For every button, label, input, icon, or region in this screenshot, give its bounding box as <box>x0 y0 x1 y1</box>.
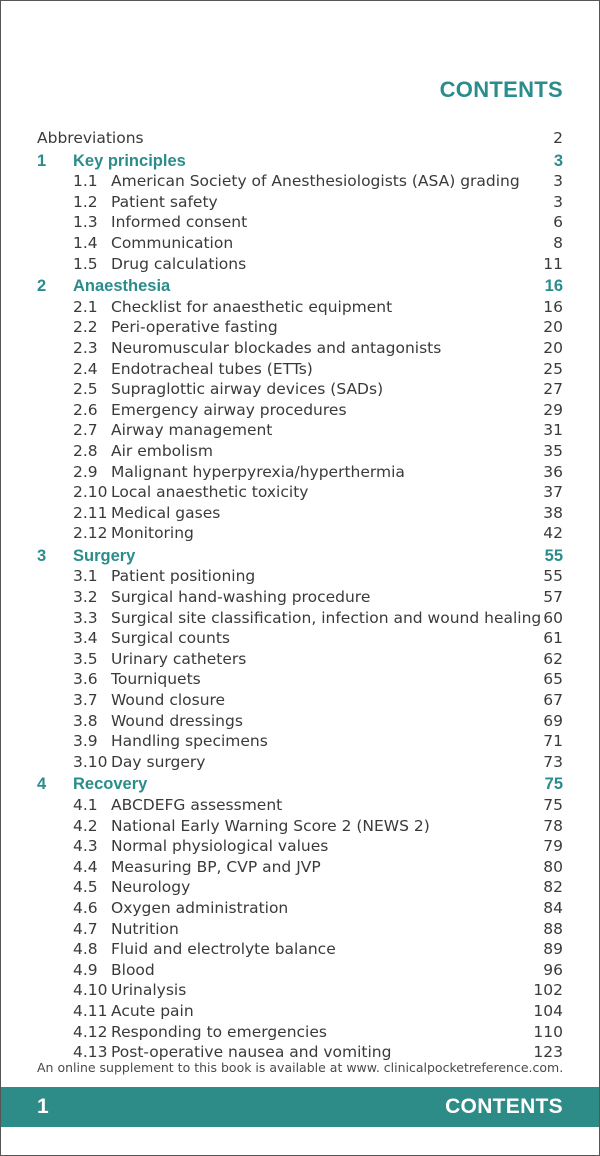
toc-entry-title: Acute pain <box>111 1001 194 1020</box>
toc-entry-title: Abbreviations <box>37 129 144 147</box>
toc-entry-page: 79 <box>543 837 563 856</box>
toc-entry-number: 4.13 <box>73 1043 108 1062</box>
toc-entry-title: Airway management <box>111 421 273 440</box>
toc-subsection-row <box>37 669 563 690</box>
toc-entry-page: 123 <box>533 1043 563 1062</box>
toc-entry-number: 3.3 <box>73 608 98 627</box>
toc-entry-page: 67 <box>543 691 563 710</box>
toc-entry-title: Tourniquets <box>111 670 201 689</box>
toc-entry-title: Neurology <box>111 878 191 897</box>
toc-entry-number: 4.6 <box>73 898 98 917</box>
toc-entry-title: Drug calculations <box>111 254 247 273</box>
toc-entry-page: 75 <box>544 775 563 794</box>
toc-subsection-row <box>37 400 563 421</box>
toc-entry-page: 42 <box>543 524 563 543</box>
toc-entry-title: Surgical hand-washing procedure <box>111 588 371 607</box>
toc-entry-number: 2.4 <box>73 359 98 378</box>
toc-entry-page: 102 <box>533 981 563 1000</box>
toc-entry-number: 2.12 <box>73 524 108 543</box>
toc-entry-page: 2 <box>553 129 563 147</box>
toc-entry-title: Recovery <box>73 775 148 794</box>
toc-entry-number: 3.2 <box>73 588 98 607</box>
toc-entry-page: 16 <box>544 277 563 296</box>
toc-subsection-row <box>37 690 563 711</box>
toc-entry-page: 80 <box>543 857 563 876</box>
toc-entry-number: 4.5 <box>73 878 98 897</box>
toc-entry-title: Post-operative nausea and vomiting <box>111 1043 392 1062</box>
toc-entry-page: 3 <box>553 192 563 211</box>
toc-entry-page: 25 <box>543 359 563 378</box>
toc-subsection-row <box>37 297 563 318</box>
toc-entry-page: 60 <box>543 608 563 627</box>
toc-subsection-row <box>37 649 563 670</box>
toc-entry-number: 4.4 <box>73 857 98 876</box>
toc-subsection-row <box>37 816 563 837</box>
toc-subsection-row <box>37 233 563 254</box>
toc-entry-page: 35 <box>543 441 563 460</box>
toc-section-row <box>37 774 563 795</box>
toc-entry-page: 36 <box>543 462 563 481</box>
toc-entry-page: 88 <box>543 919 563 938</box>
toc-entry-title: Wound dressings <box>111 711 243 730</box>
toc-subsection-row <box>37 1022 563 1043</box>
toc-entry-page: 96 <box>543 960 563 979</box>
toc-section-row <box>37 546 563 567</box>
toc-entry-title: Peri-operative fasting <box>111 318 278 337</box>
toc-entry-title: Informed consent <box>111 213 248 232</box>
toc-entry-title: Anaesthesia <box>73 277 171 296</box>
toc-entry-title: Surgical counts <box>111 629 230 648</box>
toc-entry-title: Endotracheal tubes (ETTs) <box>111 359 313 378</box>
table-of-contents <box>37 128 563 1063</box>
toc-subsection-row <box>37 171 563 192</box>
toc-subsection-row <box>37 980 563 1001</box>
toc-entry-number: 3.1 <box>73 567 98 586</box>
toc-entry-number: 3.5 <box>73 649 98 668</box>
toc-entry-title: Neuromuscular blockades and antagonists <box>111 338 442 357</box>
toc-subsection-row <box>37 1001 563 1022</box>
toc-entry-title: Handling specimens <box>111 732 268 751</box>
toc-subsection-row <box>37 919 563 940</box>
toc-subsection-row <box>37 420 563 441</box>
toc-entry-page: 78 <box>543 816 563 835</box>
toc-subsection-row <box>37 359 563 380</box>
toc-subsection-row <box>37 857 563 878</box>
toc-section-row <box>37 151 563 172</box>
toc-entry-page: 73 <box>543 752 563 771</box>
toc-entry-number: 4.9 <box>73 960 98 979</box>
toc-entry-page: 57 <box>543 588 563 607</box>
toc-entry-number: 3.9 <box>73 732 98 751</box>
toc-subsection-row <box>37 898 563 919</box>
toc-entry-number: 2.10 <box>73 483 108 502</box>
toc-entry-title: National Early Warning Score 2 (NEWS 2) <box>111 816 430 835</box>
toc-subsection-row <box>37 566 563 587</box>
toc-subsection-row <box>37 960 563 981</box>
toc-subsection-row <box>37 523 563 544</box>
toc-entry-number: 4.11 <box>73 1001 108 1020</box>
toc-entry-page: 110 <box>533 1022 563 1041</box>
toc-entry-title: Malignant hyperpyrexia/hyperthermia <box>111 462 405 481</box>
toc-entry-page: 61 <box>543 629 563 648</box>
toc-subsection-row <box>37 587 563 608</box>
toc-entry-page: 84 <box>543 898 563 917</box>
toc-entry-page: 20 <box>543 338 563 357</box>
toc-entry-title: Supraglottic airway devices (SADs) <box>111 380 384 399</box>
toc-entry-title: Oxygen administration <box>111 898 289 917</box>
toc-entry-title: Surgical site classification, infection and wound healing <box>111 608 542 627</box>
toc-entry-number: 2.1 <box>73 297 98 316</box>
footer-page-number: 1 <box>37 1095 49 1118</box>
toc-subsection-row <box>37 212 563 233</box>
toc-entry-title: Communication <box>111 233 234 252</box>
toc-entry-title: Urinary catheters <box>111 649 247 668</box>
toc-entry-number: 3.4 <box>73 629 98 648</box>
toc-entry-number: 1.2 <box>73 192 98 211</box>
toc-entry-title: Surgery <box>73 546 136 565</box>
toc-entry-number: 1.5 <box>73 254 98 273</box>
toc-subsection-row <box>37 441 563 462</box>
toc-subsection-row <box>37 379 563 400</box>
toc-entry-number: 2.5 <box>73 380 98 399</box>
toc-entry-title: Air embolism <box>111 441 213 460</box>
toc-entry-title: Blood <box>111 960 155 979</box>
toc-subsection-row <box>37 628 563 649</box>
toc-entry-page: 82 <box>543 878 563 897</box>
toc-subsection-row <box>37 317 563 338</box>
toc-subsection-row <box>37 939 563 960</box>
toc-subsection-row <box>37 192 563 213</box>
toc-entry-number: 2.3 <box>73 338 98 357</box>
toc-entry-number: 4.8 <box>73 940 98 959</box>
footer-section-title: CONTENTS <box>445 1095 563 1118</box>
toc-entry-number: 2.6 <box>73 400 98 419</box>
toc-entry-title: Medical gases <box>111 503 221 522</box>
toc-entry-number: 3.10 <box>73 752 108 771</box>
toc-entry-page: 37 <box>543 483 563 502</box>
toc-entry-page: 8 <box>553 233 563 252</box>
toc-entry-page: 71 <box>543 732 563 751</box>
page-title: CONTENTS <box>439 77 563 102</box>
toc-subsection-row <box>37 752 563 773</box>
toc-subsection-row <box>37 836 563 857</box>
toc-entry-number: 2.9 <box>73 462 98 481</box>
toc-entry-title: Nutrition <box>111 919 179 938</box>
toc-subsection-row <box>37 608 563 629</box>
toc-entry-number: 4 <box>37 775 47 794</box>
toc-entry-page: 62 <box>543 649 563 668</box>
toc-entry-title: ABCDEFG assessment <box>111 796 283 814</box>
toc-entry-number: 3.8 <box>73 711 98 730</box>
page-footer <box>1 1087 599 1127</box>
toc-entry-title: Patient safety <box>111 192 218 211</box>
toc-entry-number: 1.4 <box>73 233 98 252</box>
toc-section-row <box>37 276 563 297</box>
toc-entry-number: 4.12 <box>73 1022 108 1041</box>
toc-entry-page: 6 <box>553 213 563 232</box>
toc-entry-page: 16 <box>543 297 563 316</box>
toc-entry-number: 4.10 <box>73 981 108 1000</box>
toc-entry-title: Wound closure <box>111 691 226 710</box>
toc-entry-title: Responding to emergencies <box>111 1022 327 1041</box>
toc-entry-page: 20 <box>543 318 563 337</box>
toc-entry-title: Checklist for anaesthetic equipment <box>111 297 393 316</box>
toc-entry-title: Measuring BP, CVP and JVP <box>111 857 321 876</box>
toc-entry-number: 3.6 <box>73 670 98 689</box>
toc-subsection-row <box>37 462 563 483</box>
toc-entry-title: Emergency airway procedures <box>111 400 347 419</box>
toc-entry-number: 1.1 <box>73 172 98 191</box>
toc-entry-number: 4.3 <box>73 837 98 856</box>
toc-subsection-row <box>37 731 563 752</box>
toc-entry-title: Normal physiological values <box>111 837 329 856</box>
toc-entry-page: 89 <box>543 940 563 959</box>
toc-entry-number: 2.11 <box>73 503 108 522</box>
toc-entry-page: 55 <box>544 546 563 565</box>
toc-entry-title: Patient positioning <box>111 567 256 586</box>
toc-entry-number: 2.8 <box>73 441 98 460</box>
toc-subsection-row <box>37 503 563 524</box>
toc-entry-title: American Society of Anesthesiologists (ASA) grading <box>111 172 520 191</box>
toc-entry-number: 4.7 <box>73 919 98 938</box>
toc-entry-title: Urinalysis <box>111 981 187 1000</box>
toc-entry-page: 27 <box>543 380 563 399</box>
toc-section-row <box>37 128 563 149</box>
toc-entry-title: Key principles <box>73 151 186 170</box>
toc-entry-number: 1 <box>37 151 47 170</box>
toc-entry-page: 104 <box>533 1001 563 1020</box>
toc-entry-page: 38 <box>543 503 563 522</box>
toc-entry-title: Day surgery <box>111 752 206 771</box>
toc-entry-page: 55 <box>543 567 563 586</box>
toc-entry-page: 11 <box>543 254 563 273</box>
toc-entry-number: 2.7 <box>73 421 98 440</box>
toc-entry-number: 4.1 <box>73 796 98 814</box>
toc-entry-number: 3 <box>37 546 47 565</box>
toc-entry-number: 2 <box>37 277 47 296</box>
toc-entry-page: 29 <box>543 400 563 419</box>
toc-entry-number: 1.3 <box>73 213 98 232</box>
toc-entry-number: 3.7 <box>73 691 98 710</box>
toc-subsection-row <box>37 877 563 898</box>
toc-entry-number: 2.2 <box>73 318 98 337</box>
toc-entry-page: 3 <box>553 172 563 191</box>
supplement-note: An online supplement to this book is available at www. clinicalpocketreference.com. <box>37 1060 564 1075</box>
toc-subsection-row <box>37 254 563 275</box>
toc-entry-page: 75 <box>543 796 563 814</box>
toc-entry-page: 3 <box>553 151 563 170</box>
toc-entry-title: Fluid and electrolyte balance <box>111 940 336 959</box>
toc-subsection-row <box>37 338 563 359</box>
toc-entry-page: 69 <box>543 711 563 730</box>
toc-entry-page: 31 <box>543 421 563 440</box>
toc-entry-number: 4.2 <box>73 816 98 835</box>
toc-entry-title: Local anaesthetic toxicity <box>111 483 309 502</box>
toc-entry-title: Monitoring <box>111 524 194 543</box>
toc-subsection-row <box>37 482 563 503</box>
toc-entry-page: 65 <box>543 670 563 689</box>
toc-subsection-row <box>37 711 563 732</box>
toc-subsection-row <box>37 795 563 816</box>
